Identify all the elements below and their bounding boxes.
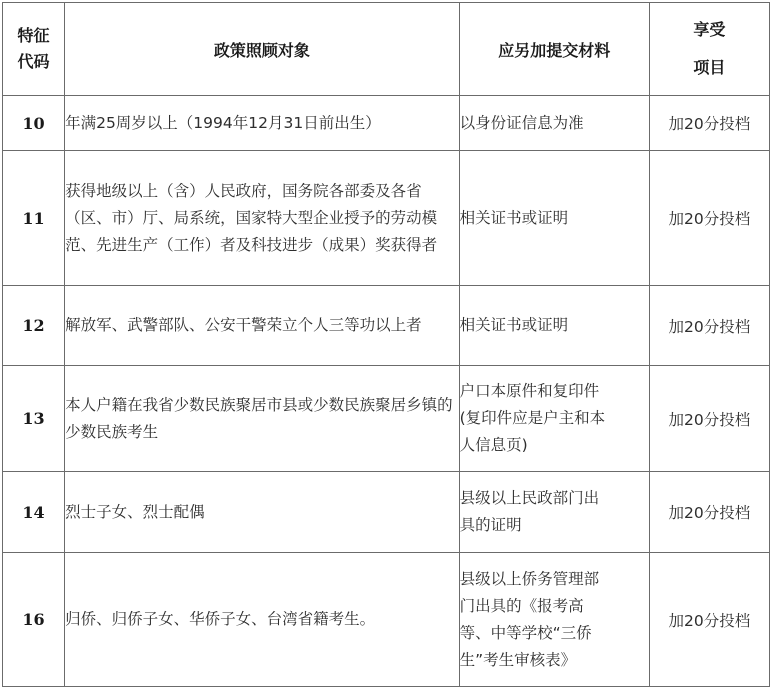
- header-feature-code: [3, 3, 65, 96]
- row-benefit: 加20分投档: [649, 553, 769, 687]
- row-code: 10: [3, 96, 65, 151]
- row-materials: [459, 96, 649, 151]
- material-line: 等、中等学校“三侨: [459, 623, 592, 642]
- header-benefit-line2: 项目: [693, 58, 726, 77]
- table-header-row: [3, 3, 770, 96]
- row-benefit: 加20分投档: [649, 472, 769, 553]
- row-code: 13: [3, 366, 65, 472]
- material-line: 以身份证信息为准: [459, 113, 584, 132]
- row-benefit: 加20分投档: [649, 151, 769, 286]
- row-target: 获得地级以上（含）人民政府，国务院各部委及各省（区、市）厅、局系统，国家特大型企业授予的劳动模范、先进生产（工作）者及科技进步（成果）奖获得者: [65, 151, 460, 286]
- table-row: [3, 286, 770, 366]
- material-line: 人信息页): [459, 436, 528, 454]
- row-code: 12: [3, 286, 65, 366]
- row-benefit: 加20分投档: [649, 96, 769, 151]
- header-policy-target: 政策照顾对象: [65, 3, 460, 96]
- table-row: [3, 553, 770, 687]
- header-code-line2: 代码: [17, 52, 50, 71]
- row-target: 烈士子女、烈士配偶: [65, 472, 460, 553]
- material-line: 门出具的《报考高: [459, 596, 584, 615]
- header-materials: 应另加提交材料: [459, 3, 649, 96]
- header-benefit-line1: 享受: [693, 20, 726, 39]
- table-row: [3, 472, 770, 553]
- row-materials: [459, 366, 649, 472]
- material-line: 具的证明: [459, 516, 522, 534]
- table-row: [3, 96, 770, 151]
- row-target: 年满25周岁以上（1994年12月31日前出生）: [65, 96, 460, 151]
- row-materials: [459, 553, 649, 687]
- material-line: 相关证书或证明: [459, 316, 569, 334]
- table-row: [3, 366, 770, 472]
- policy-table: [2, 2, 770, 687]
- material-line: 户口本原件和复印件: [459, 382, 600, 400]
- material-line: 相关证书或证明: [459, 208, 569, 227]
- row-code: 16: [3, 553, 65, 687]
- row-code: 14: [3, 472, 65, 553]
- header-code-line1: 特征: [17, 26, 50, 45]
- row-benefit: 加20分投档: [649, 366, 769, 472]
- row-target: 解放军、武警部队、公安干警荣立个人三等功以上者: [65, 286, 460, 366]
- row-materials: [459, 286, 649, 366]
- row-materials: [459, 151, 649, 286]
- header-benefit: [649, 3, 769, 96]
- row-materials: [459, 472, 649, 553]
- material-line: 生”考生审核表》: [459, 650, 577, 669]
- material-line: 县级以上民政部门出: [459, 489, 600, 507]
- material-line: 县级以上侨务管理部: [459, 569, 600, 588]
- row-benefit: 加20分投档: [649, 286, 769, 366]
- table-row: [3, 151, 770, 286]
- row-target: 归侨、归侨子女、华侨子女、台湾省籍考生。: [65, 553, 460, 687]
- row-target: 本人户籍在我省少数民族聚居市县或少数民族聚居乡镇的少数民族考生: [65, 366, 460, 472]
- row-code: 11: [3, 151, 65, 286]
- material-line: (复印件应是户主和本: [459, 409, 606, 427]
